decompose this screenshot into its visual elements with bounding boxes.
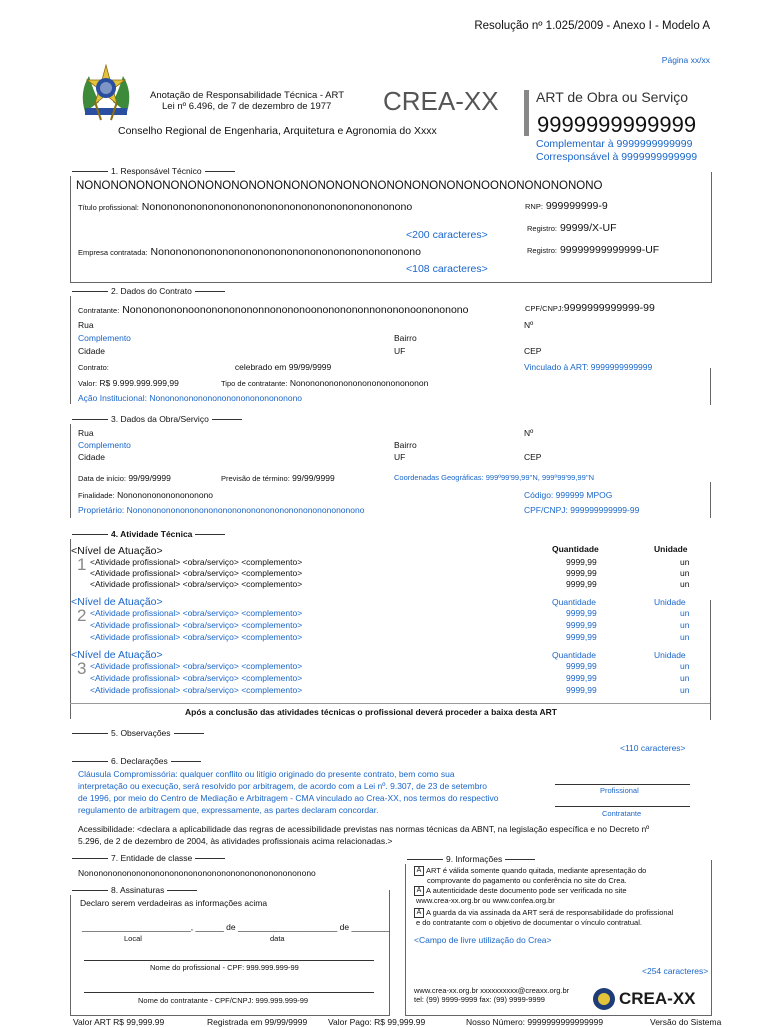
group-number-1: 1 [77,555,87,574]
termino-value: 99/99/9999 [292,473,335,483]
contratante-label: Contratante: [78,306,120,315]
empresa-value: Nonononononononononononononononononononononono [150,246,421,258]
chars-254: <254 caracteres> [642,966,709,976]
cpf-label: CPF/CNPJ: [525,304,564,313]
cep-label: CEP [524,346,542,356]
acao-institucional: Ação Institucional: Nononononononononononononononono [78,393,303,403]
clausula-line1: Cláusula Compromissória: qualquer conflito ou litígio originado do presente contrato, bem como sua [78,769,455,779]
info3-line1 [414,908,673,918]
section6-title: 6. Declarações [70,756,203,766]
local-data-line[interactable]: _______________________, ______ de _____________________ de ________ [82,922,390,932]
section2-title: 2. Dados do Contrato [70,286,227,296]
contratante-field [78,304,468,316]
contratante-assinatura-line[interactable] [84,992,374,993]
rnp-field [525,200,608,212]
titulo-value: Nonononononononononononononononononononononono [141,201,413,213]
registro1-label: Registro: [527,224,558,233]
bairro-label: Bairro [394,333,417,343]
uf-label: UF [394,346,406,356]
tipo-contratante-field [221,378,428,388]
obra-cpf-text: CPF/CNPJ: 999999999999-99 [524,505,640,515]
obra-cidade-label: Cidade [78,452,105,462]
rua-label: Rua [78,320,94,330]
checkbox-icon: A [414,886,424,896]
unidade-cell: un [680,557,690,567]
contratante-label: Contratante [602,809,642,818]
contratante-signature-line[interactable] [555,806,690,807]
quantidade-cell: 9999,99 [566,579,597,589]
atividade-row: <Atividade profissional> <obra/serviço> <complemento> [90,661,303,671]
info1-line1 [414,866,646,876]
section4-title: 4. Atividade Técnica [70,529,227,539]
inicio-value: 99/99/9999 [128,473,171,483]
group-number-3: 3 [77,659,87,678]
valor-art: Valor ART R$ 99,999.99 [73,1017,165,1027]
responsavel-nome: NONONONONONONONONONONONONONONONONONONONONONONONOONONONONONONO [76,180,603,192]
finalidade-value: Nononononononononono [117,490,214,500]
section3-right-border [710,482,711,518]
crea-title: CREA-XX [383,86,499,116]
info2b: www.crea-xx.org.br ou www.confea.org.br [416,896,555,905]
unidade-header-2: Unidade [654,597,686,607]
rnp-value: 999999999-9 [545,200,608,212]
atividade-row: <Atividade profissional> <obra/serviço> <complemento> [90,608,303,618]
section8-title: 8. Assinaturas [70,885,199,895]
art-title-line2: Lei nº 6.496, de 7 de dezembro de 1977 [162,101,332,112]
section4-divider [70,703,710,704]
cpf-contratante-field [525,302,655,314]
clausula-line2: interpretação ou execução, será resolvido por arbitragem, de acordo com a Lei nº. 9.307, de 23 de setembro [78,781,487,791]
atividade-row: <Atividade profissional> <obra/serviço> <complemento> [90,557,303,567]
proprietario-text: Proprietário: Nonononononononononononononononononononononononono [78,505,365,515]
complemento-label: Complemento [78,333,131,343]
atividade-row: <Atividade profissional> <obra/serviço> <complemento> [90,685,303,695]
titulo-field [78,201,412,213]
cpf-value: 9999999999999-99 [563,302,655,314]
quantidade-header-3: Quantidade [552,650,596,660]
obra-rua-label: Rua [78,428,94,438]
atividade-row: <Atividade profissional> <obra/serviço> <complemento> [90,620,303,630]
registro2-value: 99999999999999-UF [559,244,660,256]
valor-label: Valor: [78,379,98,388]
complementar-text: Complementar à 9999999999999 [536,138,693,150]
codigo-text: Código: 999999 MPOG [524,490,613,500]
info3a: A guarda da via assinada da ART será de responsabilidade do profissional [426,908,674,917]
numero-label: Nº [524,320,534,330]
group-number-2: 2 [77,606,87,625]
info1b: comprovante do pagamento ou conferência no site do Crea. [427,876,627,885]
unidade-header-1: Unidade [654,544,688,554]
nivel-atuacao-2: <Nível de Atuação> [71,596,163,608]
nome-profissional: Nome do profissional - CPF: 999.999.999-99 [150,963,299,972]
nivel-atuacao-3: <Nível de Atuação> [71,649,163,661]
quantidade-cell: 9999,99 [566,568,597,578]
chars-108: <108 caracteres> [406,263,488,275]
section5-title: 5. Observações [70,728,206,738]
checkbox-icon: A [414,866,424,876]
local-label: Local [124,934,142,943]
acessibilidade-line2: 5.296, de 2 de dezembro de 2004, às atividades profissionais acima relacionadas.> [78,836,393,846]
nosso-numero: Nosso Número: 9999999999999999 [466,1017,604,1027]
obra-bairro-label: Bairro [394,440,417,450]
termino-field [221,473,335,483]
valor-field [78,378,179,388]
unidade-cell: un [680,673,690,683]
registro2-field [527,244,659,256]
section2-right-border [710,368,711,405]
baixa-nota: Após a conclusão das atividades técnicas o profissional deverá proceder a baixa desta ART [185,707,557,717]
resolucao-text: Resolução nº 1.025/2009 - Anexo I - Modelo A [474,20,710,32]
obra-uf-label: UF [394,452,406,462]
data-label: data [270,934,285,943]
profissional-assinatura-line[interactable] [84,960,374,961]
unidade-cell: un [680,579,690,589]
registro1-field [527,222,617,234]
art-numero: 9999999999999 [537,112,697,137]
vinculado-text: Vinculado à ART: 9999999999999 [524,362,653,372]
contrato-field [78,362,331,372]
quantidade-cell: 9999,99 [566,685,597,695]
quantidade-cell: 9999,99 [566,632,597,642]
atividade-row: <Atividade profissional> <obra/serviço> <complemento> [90,568,303,578]
unidade-cell: un [680,620,690,630]
crea-logo [592,985,708,1013]
campo-livre: <Campo de livre utilização do Crea> [414,935,552,945]
section1-title: 1. Responsável Técnico [70,166,237,176]
tipo-label: Tipo de contratante: [221,379,288,388]
unidade-cell: un [680,661,690,671]
acessibilidade-line1: Acessibilidade: <declara a aplicabilidade das regras de acessibilidade previstas nas normas técnicas da ABNT, na legislação específica e no Decreto nº [78,824,650,834]
quantidade-cell: 9999,99 [566,608,597,618]
titulo-label: Título profissional: [78,203,139,212]
valor-value: R$ 9.999.999.999,99 [99,378,179,388]
header-bar [524,90,529,136]
unidade-cell: un [680,632,690,642]
profissional-signature-line[interactable] [555,784,690,785]
contrato-value: celebrado em 99/99/9999 [234,362,332,372]
contrato-label: Contrato: [78,363,109,372]
registro1-value: 99999/X-UF [559,222,617,234]
inicio-field [78,473,171,483]
nome-contratante: Nome do contratante - CPF/CNPJ: 999.999.999-99 [138,996,309,1005]
termino-label: Previsão de término: [221,474,290,483]
obra-numero-label: Nº [524,428,534,438]
atividade-row: <Atividade profissional> <obra/serviço> <complemento> [90,579,303,589]
rnp-label: RNP: [525,202,543,211]
tipo-value: Nonononononononononononononon [289,378,429,388]
registrada-em: Registrada em 99/99/9999 [207,1017,308,1027]
empresa-label: Empresa contratada: [78,248,148,257]
coordenadas-text: Coordenadas Geográficas: 999º99'99,99''N, 999º99'99,99''N [394,473,595,482]
unidade-cell: un [680,608,690,618]
art-tipo: ART de Obra ou Serviço [536,89,689,105]
valor-pago: Valor Pago: R$ 99,999.99 [328,1017,426,1027]
info3b: e do contratante com o objetivo de documentar o vínculo contratual. [416,918,642,927]
section3-title: 3. Dados da Obra/Serviço [70,414,244,424]
unidade-header-3: Unidade [654,650,686,660]
declaro-text: Declaro serem verdadeiras as informações acima [80,898,268,908]
registro2-label: Registro: [527,246,558,255]
quantidade-header-2: Quantidade [552,597,596,607]
section7-title: 7. Entidade de classe [70,853,227,863]
quantidade-cell: 9999,99 [566,661,597,671]
section3-box [70,420,711,518]
section9-title: 9. Informações [405,854,537,864]
clausula-line4: regulamento de arbitragem que, expressamente, as partes declaram concordar. [78,805,379,815]
nivel-atuacao-1: <Nível de Atuação> [71,545,163,557]
chars-110: <110 caracteres> [620,743,686,753]
contratante-value: Nonononononoononononononnonononoonononononnonononoonononono [122,304,469,316]
crea-logo-text: CREA-XX [619,989,696,1008]
quantidade-cell: 9999,99 [566,557,597,567]
empresa-field [78,246,421,258]
cidade-label: Cidade [78,346,105,356]
quantidade-cell: 9999,99 [566,620,597,630]
unidade-cell: un [680,568,690,578]
pagina-text: Página xx/xx [661,55,710,65]
inicio-label: Data de início: [78,474,126,483]
clausula-line3: de 1996, por meio do Centro de Mediação e Arbitragem - CMA vinculado ao Crea-XX, nos termos do respectivo [78,793,499,803]
section4-right-border [710,600,711,720]
crea-logo-icon [592,987,616,1011]
atividade-row: <Atividade profissional> <obra/serviço> <complemento> [90,673,303,683]
atividade-row: <Atividade profissional> <obra/serviço> <complemento> [90,632,303,642]
obra-cep-label: CEP [524,452,542,462]
quantidade-header-1: Quantidade [552,544,599,554]
info2a: A autenticidade deste documento pode ser verificada no site [426,886,627,895]
finalidade-field [78,490,213,500]
corresponsavel-text: Corresponsável à 9999999999999 [536,151,698,163]
entidade-value: Nonononononononononononononononononononononononono [78,868,316,878]
info2-line1 [414,886,627,896]
obra-complemento-label: Complemento [78,440,131,450]
profissional-label: Profissional [600,786,639,795]
unidade-cell: un [680,685,690,695]
checkbox-icon: A [414,908,424,918]
contato-line2: tel: (99) 9999-9999 fax: (99) 9999-9999 [414,995,545,1004]
conselho-text: Conselho Regional de Engenharia, Arquitetura e Agronomia do Xxxx [118,125,437,137]
contato-line1: www.crea-xx.org.br xxxxxxxxxx@creaxx.org.br [414,986,570,995]
finalidade-label: Finalidade: [78,491,115,500]
info1a: ART é válida somente quando quitada, mediante apresentação do [426,866,647,875]
quantidade-cell: 9999,99 [566,673,597,683]
coat-of-arms-icon [75,62,137,124]
art-title-line1: Anotação de Responsabilidade Técnica - ART [150,90,344,101]
versao-sistema: Versão do Sistema [650,1017,722,1027]
chars-200: <200 caracteres> [406,229,488,241]
